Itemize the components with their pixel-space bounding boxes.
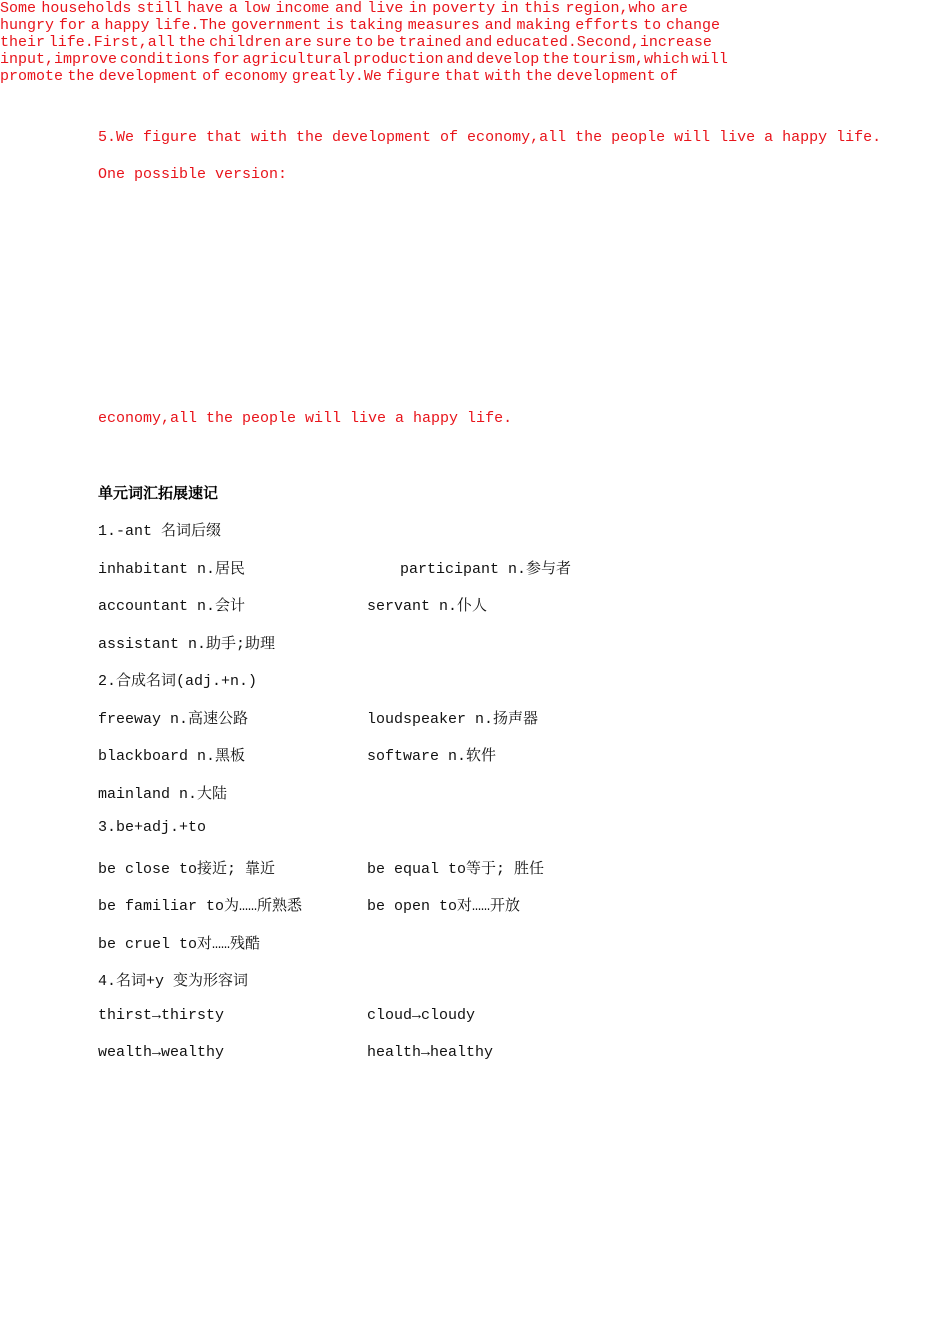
essay-word: happy bbox=[104, 17, 150, 34]
essay-word: measures bbox=[407, 17, 480, 34]
essay-word: trained bbox=[398, 34, 462, 51]
essay-word: the bbox=[67, 68, 95, 85]
answer-item-5: 5.We figure that with the development of economy,all the people will live a happy life. bbox=[98, 129, 882, 146]
essay-word: promote bbox=[0, 68, 64, 85]
vocab-entry: be equal to等于; 胜任 bbox=[367, 861, 545, 878]
essay-word: will bbox=[691, 51, 728, 68]
essay-word: poverty bbox=[432, 0, 496, 17]
essay-word: sure bbox=[315, 34, 352, 51]
essay-word: this bbox=[524, 0, 561, 17]
essay-line-6: economy,all the people will live a happy life. bbox=[98, 410, 513, 427]
essay-word: the bbox=[542, 51, 570, 68]
essay-word: and bbox=[334, 0, 362, 17]
essay-word: households bbox=[41, 0, 132, 17]
essay-word: educated.Second,increase bbox=[495, 34, 712, 51]
vocab-entry: servant n.仆人 bbox=[367, 598, 488, 615]
essay-word: hungry bbox=[0, 17, 55, 34]
essay-word: development bbox=[98, 68, 198, 85]
essay-word: a bbox=[90, 17, 100, 34]
essay-word: agricultural bbox=[242, 51, 351, 68]
essay-word: are bbox=[660, 0, 688, 17]
vocab-entry: mainland n.大陆 bbox=[98, 786, 228, 803]
vocab-entry: health→healthy bbox=[367, 1044, 494, 1061]
essay-word: develop bbox=[476, 51, 540, 68]
essay-word: making bbox=[516, 17, 571, 34]
essay-word: still bbox=[136, 0, 182, 17]
essay-word: the bbox=[178, 34, 206, 51]
vocab-entry: loudspeaker n.扬声器 bbox=[367, 711, 539, 728]
essay-word: government bbox=[231, 17, 322, 34]
vocab-entry: blackboard n.黑板 bbox=[98, 748, 246, 765]
essay-line-4 bbox=[0, 51, 728, 68]
vocab-section-title: 单元词汇拓展速记 bbox=[98, 484, 219, 502]
essay-word: and bbox=[465, 34, 493, 51]
essay-word: conditions bbox=[119, 51, 210, 68]
essay-word: that bbox=[444, 68, 481, 85]
essay-word: life.First,all bbox=[48, 34, 175, 51]
section-1-title: 1.-ant 名词后缀 bbox=[98, 523, 222, 540]
section-4-title: 4.名词+y 变为形容词 bbox=[98, 973, 249, 990]
vocab-entry: thirst→thirsty bbox=[98, 1007, 225, 1024]
essay-word: to bbox=[355, 34, 374, 51]
essay-word: be bbox=[376, 34, 395, 51]
vocab-entry: software n.软件 bbox=[367, 748, 497, 765]
essay-word: children bbox=[209, 34, 282, 51]
vocab-entry: assistant n.助手;助理 bbox=[98, 636, 276, 653]
essay-word: in bbox=[500, 0, 519, 17]
essay-word: of bbox=[659, 68, 678, 85]
essay-word: and bbox=[484, 17, 512, 34]
essay-line-1 bbox=[0, 0, 688, 17]
essay-word: change bbox=[665, 17, 720, 34]
essay-word: life.The bbox=[154, 17, 227, 34]
section-2-title: 2.合成名词(adj.+n.) bbox=[98, 673, 258, 690]
essay-word: low bbox=[243, 0, 271, 17]
vocab-entry: be familiar to为……所熟悉 bbox=[98, 898, 303, 915]
essay-word: income bbox=[275, 0, 330, 17]
essay-word: economy bbox=[224, 68, 288, 85]
essay-word: the bbox=[525, 68, 553, 85]
essay-word: to bbox=[643, 17, 662, 34]
essay-word: are bbox=[284, 34, 312, 51]
essay-word: figure bbox=[386, 68, 441, 85]
vocab-entry: be open to对……开放 bbox=[367, 898, 521, 915]
essay-word: taking bbox=[348, 17, 403, 34]
vocab-entry: be close to接近; 靠近 bbox=[98, 861, 276, 878]
vocab-entry: cloud→cloudy bbox=[367, 1007, 476, 1024]
essay-word: is bbox=[326, 17, 345, 34]
vocab-entry: participant n.参与者 bbox=[400, 561, 572, 578]
vocab-entry: wealth→wealthy bbox=[98, 1044, 225, 1061]
vocab-entry: freeway n.高速公路 bbox=[98, 711, 249, 728]
essay-word: have bbox=[187, 0, 224, 17]
essay-word: Some bbox=[0, 0, 37, 17]
essay-word: greatly.We bbox=[291, 68, 382, 85]
essay-word: development bbox=[556, 68, 656, 85]
essay-word: live bbox=[367, 0, 404, 17]
essay-word: and bbox=[446, 51, 474, 68]
essay-word: their bbox=[0, 34, 46, 51]
essay-word: with bbox=[484, 68, 521, 85]
essay-line-2 bbox=[0, 17, 720, 34]
essay-word: a bbox=[228, 0, 238, 17]
essay-word: tourism,which bbox=[572, 51, 690, 68]
vocab-entry: inhabitant n.居民 bbox=[98, 561, 246, 578]
section-3-title: 3.be+adj.+to bbox=[98, 819, 207, 836]
essay-word: region,who bbox=[565, 0, 656, 17]
essay-word: input,improve bbox=[0, 51, 118, 68]
essay-line-5 bbox=[0, 68, 678, 85]
vocab-entry: accountant n.会计 bbox=[98, 598, 246, 615]
essay-word: efforts bbox=[575, 17, 639, 34]
essay-word: for bbox=[58, 17, 86, 34]
essay-line-3 bbox=[0, 34, 712, 51]
essay-word: production bbox=[353, 51, 444, 68]
vocab-entry: be cruel to对……残酷 bbox=[98, 936, 261, 953]
essay-word: for bbox=[212, 51, 240, 68]
essay-word: of bbox=[202, 68, 221, 85]
version-label: One possible version: bbox=[98, 166, 288, 183]
essay-word: in bbox=[408, 0, 427, 17]
